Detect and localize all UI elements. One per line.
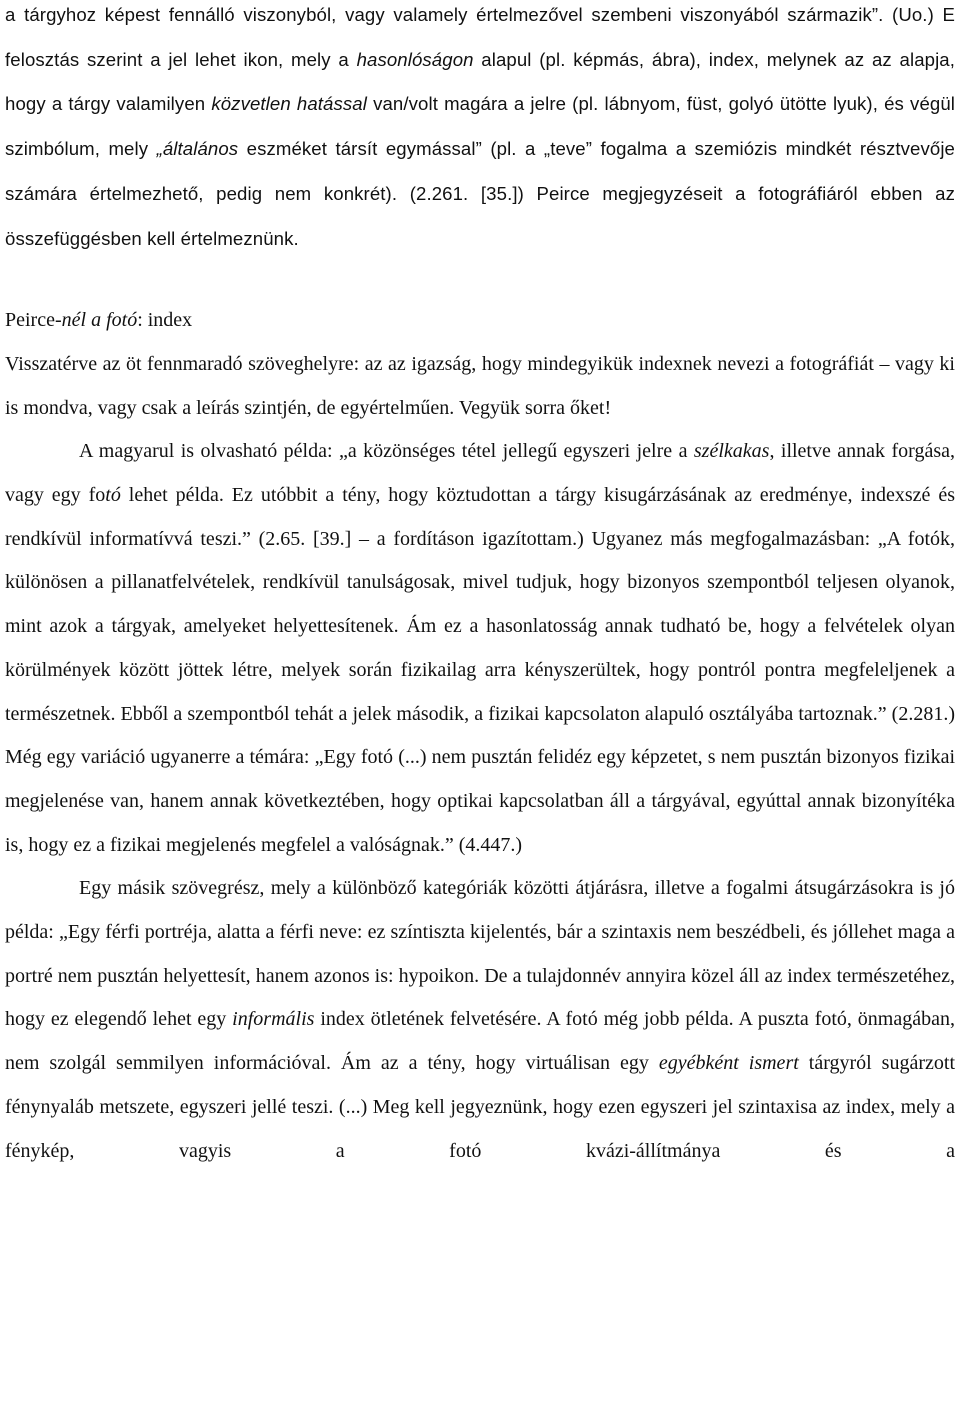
emphasis-text: hasonlóságon	[356, 48, 474, 70]
paragraph-text: Egy másik szövegrész, mely a különböző kategóriák közötti átjárásra, illetve a fogalmi átsugárzásokra is jó példa: „Egy férfi portréja, alatta a férfi neve: ez színtiszta kijelentés, bár a szintaxis nem beszédbeli, és jóllehet maga a portré nem pusztán helyettesít, hanem azonos is: hypoikon. De a tulajdonnév annyira közel áll az index természetéhez, hogy ez elegendő lehet egy	[5, 877, 955, 1031]
paragraph-peirce-categories	[5, 0, 955, 261]
paragraph-text: lehet példa. Ez utóbbit a tény, hogy köztudottan a tárgy kisugárzásának az eredménye, indexszé és rendkívül informatívvá teszi.” (2.65. [39.] – a fordításon igazítottam.) Ugyanez más megfogalmazásban: „A fotók, különösen a pillanatfelvételek, rendkívül tanulságosak, mivel tudjuk, hogy bizonyos szempontból teljesen olyanok, mint azok a tárgyak, amelyeket helyettesítenek. Ám ez a hasonlatosság annak tudható be, hogy a felvételek olyan körülmények között jöttek létre, melyek során fizikailag arra kényszerültek, hogy pontról pontra megfeleljenek a természetnek. Ebből a szempontból tehát a jelek második, a fizikai kapcsolaton alapuló osztályába tartoznak.” (2.281.) Még egy variáció ugyanerre a témára: „Egy fotó (...) nem pusztán felidéz egy képzetet, s nem pusztán bizonyos fizikai megjelenése van, hanem annak következtében, hogy optikai kapcsolatban áll a tárgyával, egyúttal annak bizonyítéka is, hogy ez a fizikai megjelenés megfelel a valóságnak.” (4.447.)	[5, 484, 956, 856]
paragraph-text: tárgyról sugárzott fénynyaláb metszete, egyszeri jellé teszi. (...) Meg kell jegyeznünk, hogy ezen egyszeri jel szintaxisa az index, mely a fénykép, vagyis a fotó kvázi-állítmánya és a	[5, 1052, 955, 1162]
paragraph-text: Visszatérve az öt fennmaradó szöveghelyre: az az igazság, hogy mindegyikük indexnek nevezi a fotográfiát – vagy ki is mondva, vagy csak a leírás szintjén, de egyértelműen. Vegyük sorra őket!	[5, 352, 955, 419]
paragraph-text: eszméket társít egymással” (pl. a „teve” fogalma a szemiózis mindkét résztvevője számára értelmezhető, pedig nem konkrét). (2.261. [35.]) Peirce megjegyzéseit a fotográfiáról ebben az összefüggésben kell értelmeznünk.	[5, 138, 956, 249]
paragraph-portrait-example	[5, 867, 955, 1173]
heading-text: Peirce-	[5, 309, 62, 332]
paragraph-text: alapul (pl. képmás, ábra), index, melynek az az alapja, hogy a tárgy valamilyen	[5, 48, 956, 115]
paragraph-text: A magyarul is olvasható példa: „a közönséges tétel jellegű egyszeri jelre a	[79, 440, 694, 463]
emphasis-text: közvetlen hatással	[211, 93, 367, 115]
paragraph-text: van/volt magára a jelre (pl. lábnyom, füst, golyó ütötte lyuk), és végül szimbólum, mely	[5, 93, 956, 160]
paragraph-text: index ötletének felvetésére. A fotó még jobb példa. A puszta fotó, önmagában, nem szolgál semmilyen információval. Ám az a tény, hogy virtuálisan egy	[5, 1008, 955, 1075]
heading-text: : index	[137, 309, 193, 332]
paragraph-remaining-passages	[5, 343, 955, 430]
paragraph-text: , illetve annak forgása, vagy egy fo	[5, 440, 955, 507]
paragraph-text: a tárgyhoz képest fennálló viszonyból, vagy valamely értelmezővel szembeni viszonyából származik”. (Uo.) E felosztás szerint a jel lehet ikon, mely a	[5, 4, 955, 70]
section-heading	[5, 299, 955, 343]
emphasis-text: „általános	[156, 138, 239, 160]
emphasis-text: tó	[105, 484, 121, 507]
emphasis-text: egyébként ismert	[658, 1052, 799, 1075]
emphasis-text: szélkakas	[693, 440, 770, 463]
emphasis-text: informális	[232, 1008, 315, 1031]
paragraph-hungarian-example	[5, 430, 955, 867]
heading-emphasis: nél a fotó	[61, 309, 138, 332]
